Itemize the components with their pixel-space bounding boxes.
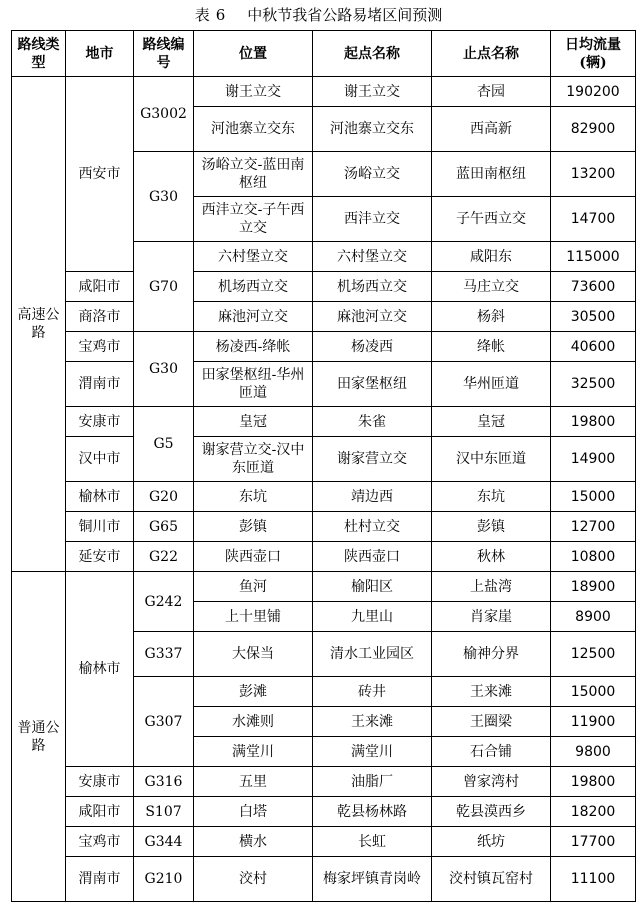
location-cell: 上十里铺 [194,602,313,632]
start-cell: 西沣立交 [313,197,432,242]
table-row [12,827,636,857]
end-cell: 马庄立交 [432,272,551,302]
route-cell: G30 [134,152,194,242]
location-cell: 六村堡立交 [194,242,313,272]
city-cell: 西安市 [66,77,134,272]
location-cell: 陕西壶口 [194,542,313,572]
table-caption [0,4,637,26]
route-cell: G307 [134,677,194,767]
header-route: 路线编号 [134,31,194,77]
flow-cell: 30500 [551,302,636,332]
end-cell: 纸坊 [432,827,551,857]
header-row [12,31,636,77]
start-cell: 谢家营立交 [313,437,432,482]
route-cell: G344 [134,827,194,857]
location-cell: 洨村 [194,857,313,902]
traffic-table [11,30,636,902]
table-row [12,512,636,542]
city-cell: 榆林市 [66,482,134,512]
end-cell: 杨斜 [432,302,551,332]
flow-cell: 82900 [551,107,636,152]
start-cell: 靖边西 [313,482,432,512]
flow-cell: 17700 [551,827,636,857]
start-cell: 杜村立交 [313,512,432,542]
end-cell: 肖家崖 [432,602,551,632]
start-cell: 梅家坪镇青岗岭 [313,857,432,902]
end-cell: 东坑 [432,482,551,512]
route-cell: G5 [134,407,194,482]
start-cell: 清水工业园区 [313,632,432,677]
start-cell: 河池寨立交东 [313,107,432,152]
route-cell: G242 [134,572,194,632]
location-cell: 谢家营立交-汉中东匝道 [194,437,313,482]
end-cell: 华州匝道 [432,362,551,407]
table-row [12,797,636,827]
end-cell: 蓝田南枢纽 [432,152,551,197]
flow-cell: 12500 [551,632,636,677]
location-cell: 五里 [194,767,313,797]
city-cell: 榆林市 [66,572,134,767]
city-cell: 安康市 [66,407,134,437]
flow-cell: 18900 [551,572,636,602]
city-cell: 渭南市 [66,857,134,902]
city-cell: 咸阳市 [66,797,134,827]
start-cell: 王来滩 [313,707,432,737]
end-cell: 绛帐 [432,332,551,362]
start-cell: 乾县杨林路 [313,797,432,827]
city-cell: 宝鸡市 [66,332,134,362]
flow-cell: 73600 [551,272,636,302]
location-cell: 机场西立交 [194,272,313,302]
header-city: 地市 [66,31,134,77]
table-row [12,542,636,572]
end-cell: 王圈梁 [432,707,551,737]
end-cell: 皇冠 [432,407,551,437]
flow-cell: 11100 [551,857,636,902]
start-cell: 油脂厂 [313,767,432,797]
start-cell: 满堂川 [313,737,432,767]
end-cell: 杏园 [432,77,551,107]
flow-cell: 10800 [551,542,636,572]
start-cell: 田家堡枢纽 [313,362,432,407]
table-row [12,407,636,437]
table-row [12,572,636,602]
end-cell: 彭镇 [432,512,551,542]
end-cell: 汉中东匝道 [432,437,551,482]
flow-cell: 9800 [551,737,636,767]
start-cell: 陕西壶口 [313,542,432,572]
start-cell: 九里山 [313,602,432,632]
route-cell: S107 [134,797,194,827]
location-cell: 麻池河立交 [194,302,313,332]
table-row [12,77,636,107]
flow-cell: 19800 [551,767,636,797]
end-cell: 秋林 [432,542,551,572]
end-cell: 子午西立交 [432,197,551,242]
location-cell: 东坑 [194,482,313,512]
table-row [12,302,636,332]
route-cell: G316 [134,767,194,797]
location-cell: 汤峪立交-蓝田南枢纽 [194,152,313,197]
table-row [12,437,636,482]
city-cell: 商洛市 [66,302,134,332]
start-cell: 朱雀 [313,407,432,437]
route-cell: G3002 [134,77,194,152]
table-row [12,767,636,797]
flow-cell: 11900 [551,707,636,737]
flow-cell: 19800 [551,407,636,437]
city-cell: 汉中市 [66,437,134,482]
flow-cell: 8900 [551,602,636,632]
table-row [12,272,636,302]
caption-title: 中秋节我省公路易堵区间预测 [247,6,443,24]
location-cell: 大保当 [194,632,313,677]
city-cell: 渭南市 [66,362,134,407]
group-expressway: 高速公路 [12,77,66,572]
end-cell: 榆神分界 [432,632,551,677]
flow-cell: 32500 [551,362,636,407]
end-cell: 洨村镇瓦窑村 [432,857,551,902]
header-location: 位置 [194,31,313,77]
location-cell: 横水 [194,827,313,857]
location-cell: 满堂川 [194,737,313,767]
route-cell: G65 [134,512,194,542]
location-cell: 白塔 [194,797,313,827]
end-cell: 王来滩 [432,677,551,707]
start-cell: 杨凌西 [313,332,432,362]
flow-cell: 15000 [551,677,636,707]
flow-cell: 18200 [551,797,636,827]
flow-cell: 115000 [551,242,636,272]
route-cell: G20 [134,482,194,512]
route-cell: G337 [134,632,194,677]
location-cell: 鱼河 [194,572,313,602]
location-cell: 河池寨立交东 [194,107,313,152]
route-cell: G22 [134,542,194,572]
city-cell: 宝鸡市 [66,827,134,857]
header-start: 起点名称 [313,31,432,77]
location-cell: 田家堡枢纽-华州匝道 [194,362,313,407]
location-cell: 彭滩 [194,677,313,707]
header-type: 路线类型 [12,31,66,77]
location-cell: 皇冠 [194,407,313,437]
start-cell: 砖井 [313,677,432,707]
location-cell: 谢王立交 [194,77,313,107]
city-cell: 安康市 [66,767,134,797]
table-row [12,857,636,902]
start-cell: 长虹 [313,827,432,857]
flow-cell: 14900 [551,437,636,482]
location-cell: 西沣立交-子午西立交 [194,197,313,242]
start-cell: 六村堡立交 [313,242,432,272]
header-flow: 日均流量(辆) [551,31,636,77]
header-end: 止点名称 [432,31,551,77]
city-cell: 延安市 [66,542,134,572]
flow-cell: 15000 [551,482,636,512]
end-cell: 上盐湾 [432,572,551,602]
location-cell: 水滩则 [194,707,313,737]
table-row [12,482,636,512]
end-cell: 曾家湾村 [432,767,551,797]
end-cell: 石合铺 [432,737,551,767]
end-cell: 咸阳东 [432,242,551,272]
route-cell: G30 [134,332,194,407]
end-cell: 西高新 [432,107,551,152]
location-cell: 彭镇 [194,512,313,542]
table-row [12,332,636,362]
start-cell: 麻池河立交 [313,302,432,332]
caption-number: 6 [215,6,226,24]
route-cell: G210 [134,857,194,902]
table-row [12,362,636,407]
group-ordinary: 普通公路 [12,572,66,902]
start-cell: 机场西立交 [313,272,432,302]
flow-cell: 190200 [551,77,636,107]
flow-cell: 13200 [551,152,636,197]
start-cell: 榆阳区 [313,572,432,602]
start-cell: 汤峪立交 [313,152,432,197]
city-cell: 铜川市 [66,512,134,542]
flow-cell: 14700 [551,197,636,242]
location-cell: 杨凌西-绛帐 [194,332,313,362]
route-cell: G70 [134,242,194,332]
start-cell: 谢王立交 [313,77,432,107]
flow-cell: 40600 [551,332,636,362]
city-cell: 咸阳市 [66,272,134,302]
caption-label: 表 [194,6,210,24]
flow-cell: 12700 [551,512,636,542]
end-cell: 乾县漠西乡 [432,797,551,827]
